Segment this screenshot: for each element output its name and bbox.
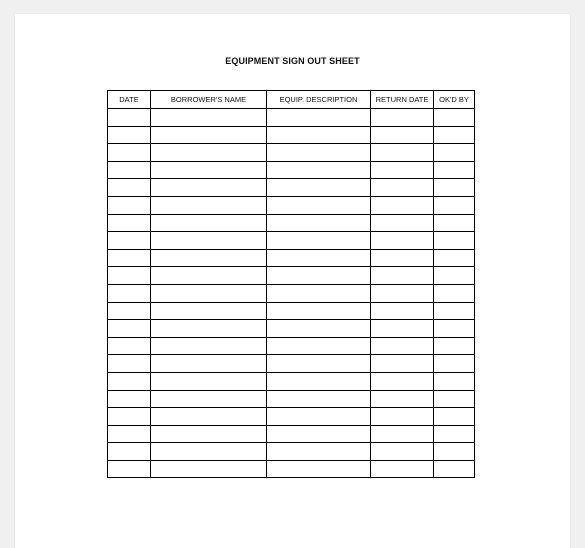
okd-by-cell[interactable]: [434, 144, 475, 162]
equip-description-cell[interactable]: [267, 408, 371, 426]
return-date-cell[interactable]: [371, 126, 434, 144]
table-row: [108, 337, 475, 355]
return-date-cell[interactable]: [371, 267, 434, 285]
table-row: [108, 355, 475, 373]
return-date-cell[interactable]: [371, 408, 434, 426]
okd-by-cell[interactable]: [434, 267, 475, 285]
borrowers-name-cell[interactable]: [151, 355, 267, 373]
table-row: [108, 214, 475, 232]
date-cell[interactable]: [108, 267, 151, 285]
okd-by-cell[interactable]: [434, 390, 475, 408]
okd-by-cell[interactable]: [434, 337, 475, 355]
date-cell[interactable]: [108, 408, 151, 426]
equip-description-cell[interactable]: [267, 337, 371, 355]
table-row: [108, 161, 475, 179]
okd-by-cell[interactable]: [434, 443, 475, 461]
column-header-equip-description: EQUIP. DESCRIPTION: [267, 91, 371, 109]
table-row: [108, 460, 475, 478]
borrowers-name-cell[interactable]: [151, 109, 267, 127]
table-row: [108, 126, 475, 144]
borrowers-name-cell[interactable]: [151, 144, 267, 162]
return-date-cell[interactable]: [371, 390, 434, 408]
borrowers-name-cell[interactable]: [151, 249, 267, 267]
borrowers-name-cell[interactable]: [151, 232, 267, 250]
return-date-cell[interactable]: [371, 179, 434, 197]
equip-description-cell[interactable]: [267, 284, 371, 302]
table-row: [108, 267, 475, 285]
date-cell[interactable]: [108, 179, 151, 197]
equip-description-cell[interactable]: [267, 425, 371, 443]
equip-description-cell[interactable]: [267, 214, 371, 232]
date-cell[interactable]: [108, 425, 151, 443]
borrowers-name-cell[interactable]: [151, 408, 267, 426]
date-cell[interactable]: [108, 284, 151, 302]
okd-by-cell[interactable]: [434, 214, 475, 232]
equip-description-cell[interactable]: [267, 126, 371, 144]
date-cell[interactable]: [108, 460, 151, 478]
table-row: [108, 320, 475, 338]
return-date-cell[interactable]: [371, 196, 434, 214]
equip-description-cell[interactable]: [267, 320, 371, 338]
return-date-cell[interactable]: [371, 161, 434, 179]
borrowers-name-cell[interactable]: [151, 284, 267, 302]
date-cell[interactable]: [108, 443, 151, 461]
return-date-cell[interactable]: [371, 302, 434, 320]
borrowers-name-cell[interactable]: [151, 179, 267, 197]
equip-description-cell[interactable]: [267, 390, 371, 408]
equip-description-cell[interactable]: [267, 249, 371, 267]
date-cell[interactable]: [108, 249, 151, 267]
okd-by-cell[interactable]: [434, 302, 475, 320]
okd-by-cell[interactable]: [434, 372, 475, 390]
table-row: [108, 196, 475, 214]
date-cell[interactable]: [108, 161, 151, 179]
okd-by-cell[interactable]: [434, 126, 475, 144]
date-cell[interactable]: [108, 214, 151, 232]
okd-by-cell[interactable]: [434, 196, 475, 214]
table-row: [108, 372, 475, 390]
return-date-cell[interactable]: [371, 144, 434, 162]
okd-by-cell[interactable]: [434, 355, 475, 373]
date-cell[interactable]: [108, 302, 151, 320]
table-header-row: [108, 91, 475, 109]
borrowers-name-cell[interactable]: [151, 390, 267, 408]
return-date-cell[interactable]: [371, 425, 434, 443]
return-date-cell[interactable]: [371, 214, 434, 232]
return-date-cell[interactable]: [371, 443, 434, 461]
borrowers-name-cell[interactable]: [151, 443, 267, 461]
okd-by-cell[interactable]: [434, 284, 475, 302]
return-date-cell[interactable]: [371, 249, 434, 267]
table-body: [108, 109, 475, 478]
okd-by-cell[interactable]: [434, 425, 475, 443]
equip-description-cell[interactable]: [267, 302, 371, 320]
okd-by-cell[interactable]: [434, 460, 475, 478]
date-cell[interactable]: [108, 372, 151, 390]
table-row: [108, 179, 475, 197]
return-date-cell[interactable]: [371, 284, 434, 302]
borrowers-name-cell[interactable]: [151, 267, 267, 285]
sign-out-table: [107, 90, 475, 478]
table-row: [108, 425, 475, 443]
equip-description-cell[interactable]: [267, 355, 371, 373]
borrowers-name-cell[interactable]: [151, 161, 267, 179]
table-row: [108, 443, 475, 461]
borrowers-name-cell[interactable]: [151, 320, 267, 338]
borrowers-name-cell[interactable]: [151, 196, 267, 214]
table-row: [108, 302, 475, 320]
date-cell[interactable]: [108, 109, 151, 127]
okd-by-cell[interactable]: [434, 320, 475, 338]
date-cell[interactable]: [108, 355, 151, 373]
equip-description-cell[interactable]: [267, 144, 371, 162]
column-header-borrowers-name: BORROWER'S NAME: [151, 91, 267, 109]
document-page: [15, 14, 570, 548]
return-date-cell[interactable]: [371, 460, 434, 478]
table-row: [108, 284, 475, 302]
return-date-cell[interactable]: [371, 372, 434, 390]
okd-by-cell[interactable]: [434, 161, 475, 179]
table-row: [108, 144, 475, 162]
date-cell[interactable]: [108, 320, 151, 338]
okd-by-cell[interactable]: [434, 232, 475, 250]
table-row: [108, 109, 475, 127]
equip-description-cell[interactable]: [267, 196, 371, 214]
okd-by-cell[interactable]: [434, 109, 475, 127]
okd-by-cell[interactable]: [434, 249, 475, 267]
equip-description-cell[interactable]: [267, 267, 371, 285]
borrowers-name-cell[interactable]: [151, 126, 267, 144]
column-header-date: DATE: [108, 91, 151, 109]
table-row: [108, 390, 475, 408]
table-row: [108, 408, 475, 426]
return-date-cell[interactable]: [371, 355, 434, 373]
borrowers-name-cell[interactable]: [151, 460, 267, 478]
table-row: [108, 232, 475, 250]
date-cell[interactable]: [108, 337, 151, 355]
equip-description-cell[interactable]: [267, 179, 371, 197]
column-header-okd-by: OK'D BY: [434, 91, 475, 109]
date-cell[interactable]: [108, 196, 151, 214]
equip-description-cell[interactable]: [267, 460, 371, 478]
return-date-cell[interactable]: [371, 320, 434, 338]
date-cell[interactable]: [108, 390, 151, 408]
okd-by-cell[interactable]: [434, 408, 475, 426]
borrowers-name-cell[interactable]: [151, 214, 267, 232]
date-cell[interactable]: [108, 126, 151, 144]
okd-by-cell[interactable]: [434, 179, 475, 197]
table-row: [108, 249, 475, 267]
return-date-cell[interactable]: [371, 232, 434, 250]
return-date-cell[interactable]: [371, 337, 434, 355]
date-cell[interactable]: [108, 144, 151, 162]
return-date-cell[interactable]: [371, 109, 434, 127]
document-title: EQUIPMENT SIGN OUT SHEET: [225, 56, 360, 66]
equip-description-cell[interactable]: [267, 232, 371, 250]
borrowers-name-cell[interactable]: [151, 425, 267, 443]
borrowers-name-cell[interactable]: [151, 302, 267, 320]
date-cell[interactable]: [108, 232, 151, 250]
equip-description-cell[interactable]: [267, 109, 371, 127]
borrowers-name-cell[interactable]: [151, 372, 267, 390]
equip-description-cell[interactable]: [267, 443, 371, 461]
equip-description-cell[interactable]: [267, 161, 371, 179]
column-header-return-date: RETURN DATE: [371, 91, 434, 109]
equip-description-cell[interactable]: [267, 372, 371, 390]
borrowers-name-cell[interactable]: [151, 337, 267, 355]
